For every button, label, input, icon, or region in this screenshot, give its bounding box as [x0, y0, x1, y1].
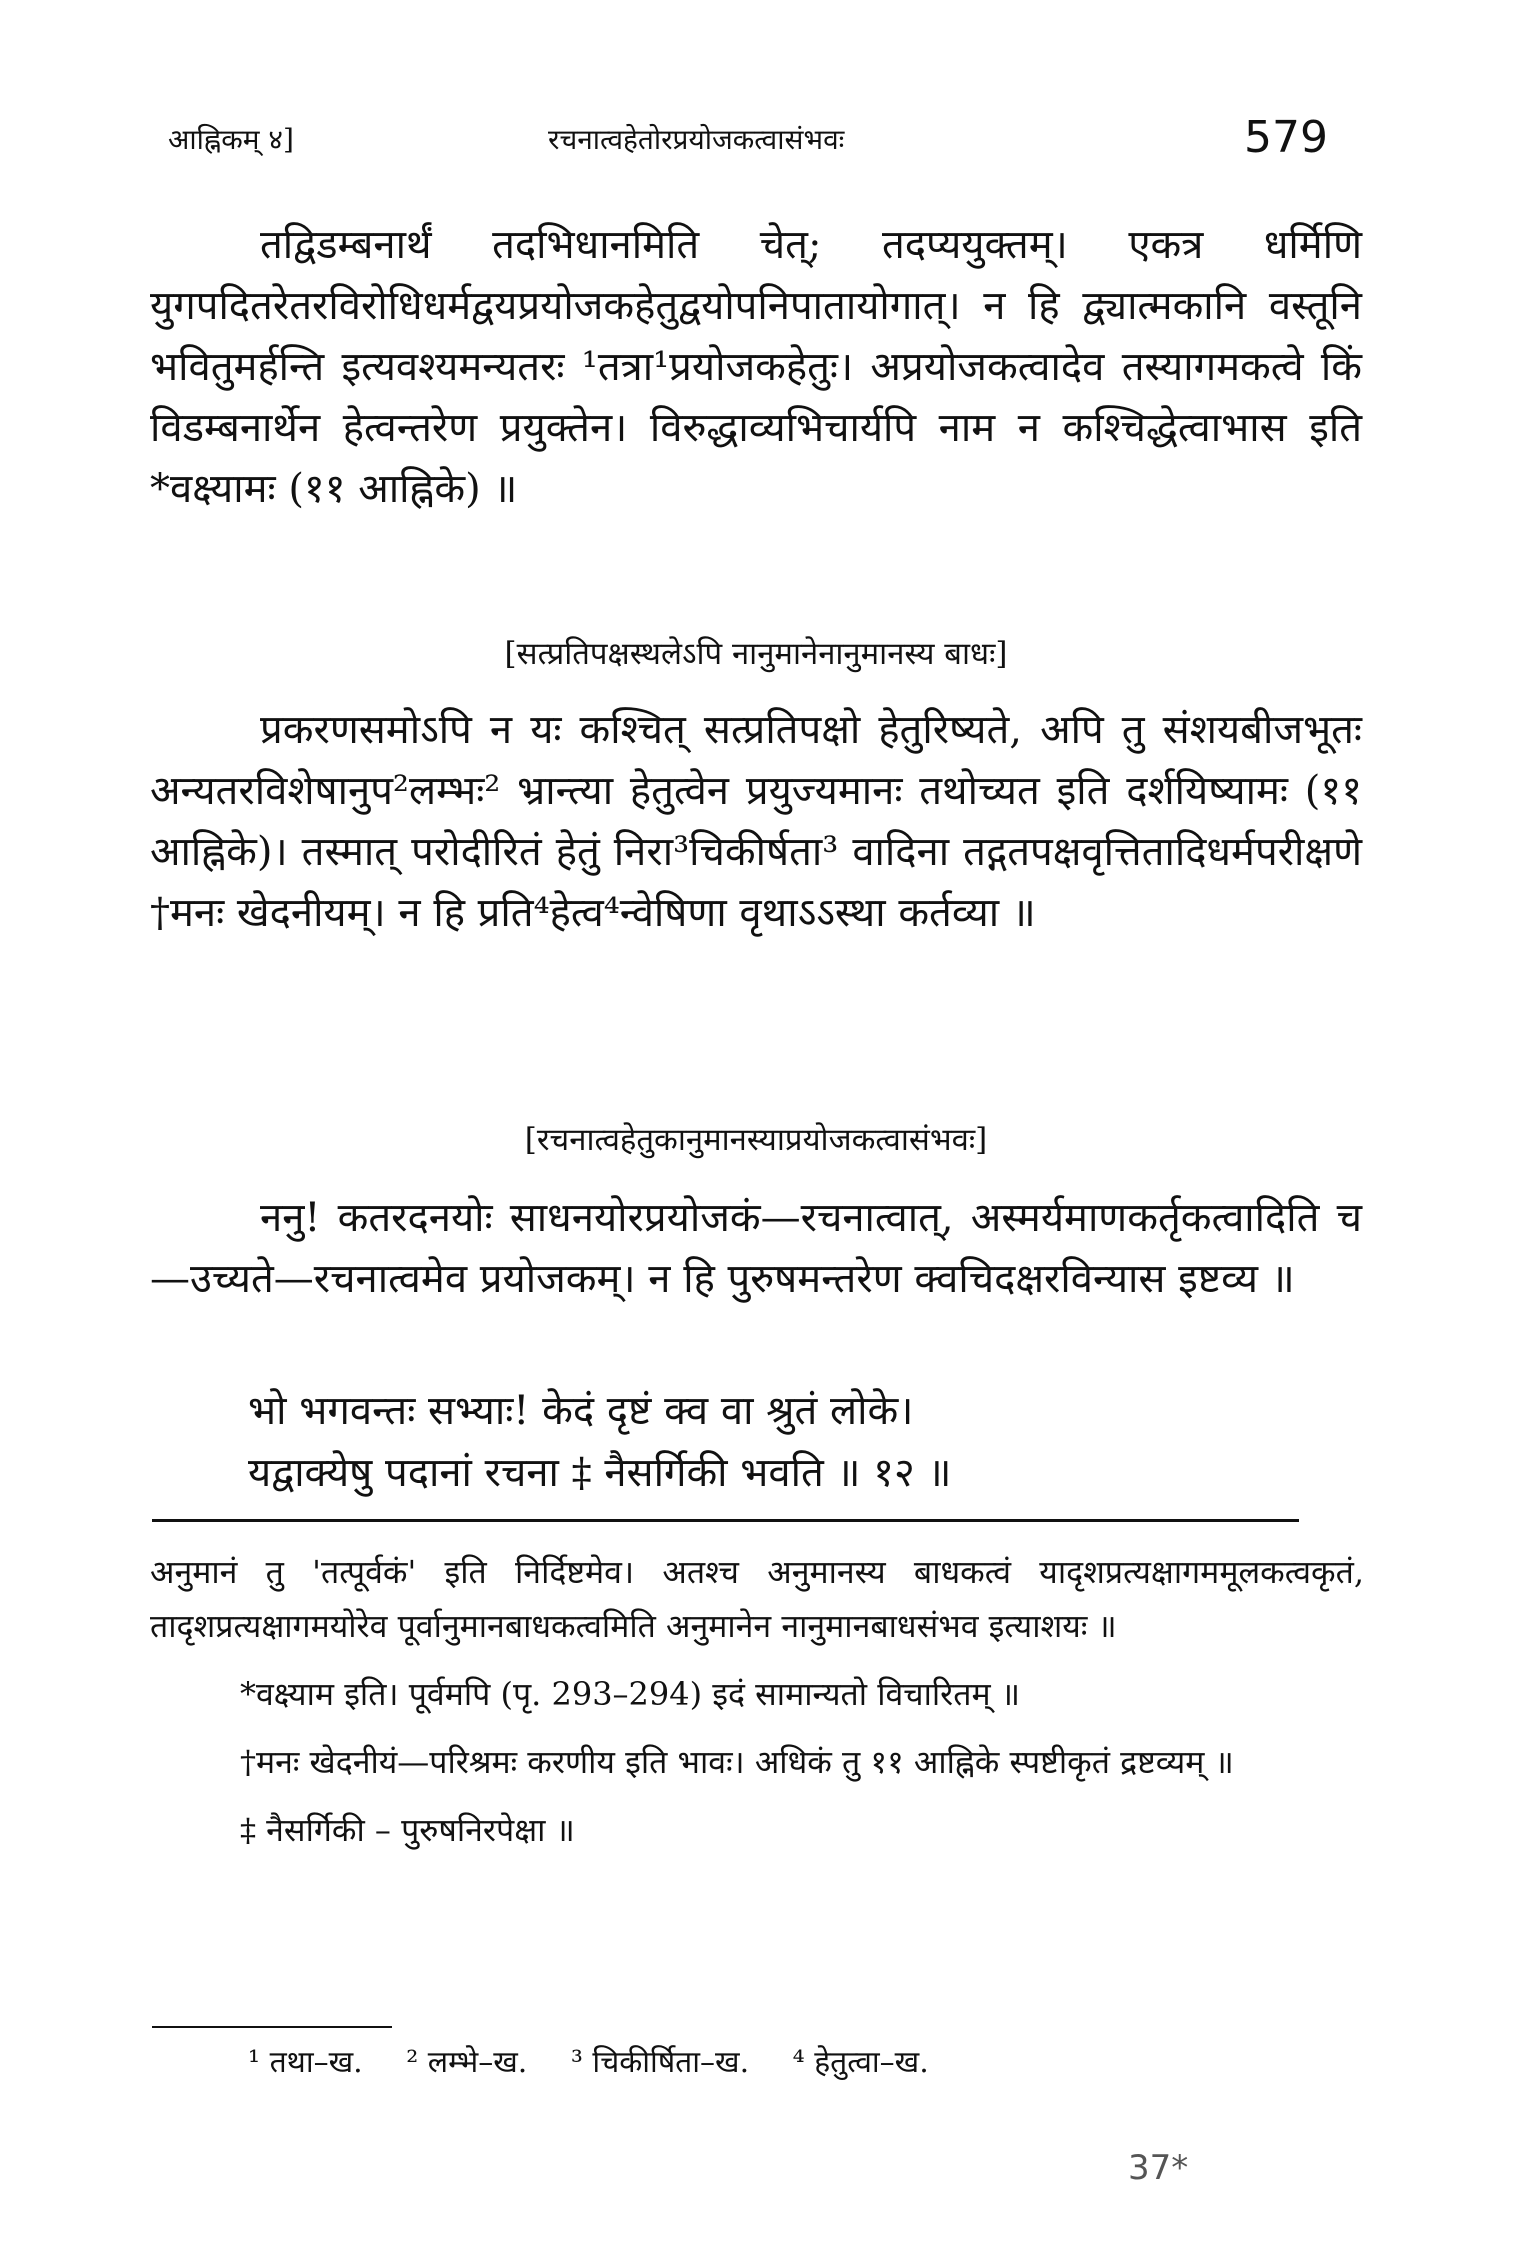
footnote-1: ¹ तथा–ख.	[248, 2045, 363, 2080]
commentary-divider	[152, 1519, 1299, 1522]
page-number: 579	[1244, 112, 1328, 163]
paragraph-2: प्रकरणसमोऽपि न यः कश्चित् सत्प्रतिपक्षो हेतुरिष्यते, अपि तु संशयबीजभूतः अन्यतरविशेषानुप²लम्भः² भ्रान्त्या हेतुत्वेन प्रयुज्यमानः तथोच्यत इति दर्शयिष्यामः (११ आह्निके)। तस्मात् परोदीरितं हेतुं निरा³चिकीर्षता³ वादिना तद्गतपक्षवृत्तितादिधर्मपरीक्षणे †मनः खेदनीयम्। न हि प्रति⁴हेत्व⁴न्वेषिणा वृथाऽऽस्था कर्तव्या ॥	[150, 707, 1362, 936]
variant-footnotes	[248, 2040, 963, 2081]
commentary-note-3: †मनः खेदनीयं—परिश्रमः करणीय इति भावः। अधिकं तु ११ आह्निके स्पष्टीकृतं द्रष्टव्यम् ॥	[240, 1743, 1234, 1781]
section-heading-2: [रचनात्वहेतुकानुमानस्याप्रयोजकत्वासंभवः]	[524, 1122, 988, 1158]
commentary-note-2: *वक्ष्याम इति। पूर्वमपि (पृ. 293–294) इदं सामान्यतो विचारितम् ॥	[240, 1675, 1020, 1713]
commentary-note-4: ‡ नैसर्गिकी – पुरुषनिरपेक्षा ॥	[240, 1811, 575, 1849]
footnote-4: ⁴ हेतुत्वा–ख.	[792, 2045, 929, 2080]
commentary-note-1: अनुमानं तु 'तत्पूर्वकं' इति निर्दिष्टमेव। अतश्च अनुमानस्य बाधकत्वं यादृशप्रत्यक्षागममूलकत्वकृतं, तादृशप्रत्यक्षागमयोरेव पूर्वानुमानबाधकत्वमिति अनुमानेन नानुमानबाधसंभव इत्याशयः ॥	[150, 1553, 1364, 1645]
footnote-divider	[152, 2026, 392, 2028]
footnote-3: ³ चिकीर्षिता–ख.	[570, 2045, 750, 2080]
verse-line-2: यद्वाक्येषु पदानां रचना ‡ नैसर्गिकी भवति ॥ १२ ॥	[248, 1450, 952, 1496]
verse-block	[248, 1380, 1364, 1504]
header-section-label: आह्निकम् ४]	[168, 123, 294, 156]
paragraph-1: तद्विडम्बनार्थं तदभिधानमिति चेत्; तदप्ययुक्तम्। एकत्र धर्मिणि युगपदितरेतरविरोधिधर्मद्वयप्रयोजकहेतुद्वयोपनिपातायोगात्। न हि द्व्यात्मकानि वस्तूनि भवितुमर्हन्ति इत्यवश्यमन्यतरः ¹तत्रा¹प्रयोजकहेतुः। अप्रयोजकत्वादेव तस्यागमकत्वे किं विडम्बनार्थेन हेत्वन्तरेण प्रयुक्तेन। विरुद्धाव्यभिचार्यपि नाम न कश्चिद्धेत्वाभास इति *वक्ष्यामः (११ आह्निके) ॥	[150, 222, 1362, 512]
signature-mark: 37*	[1128, 2148, 1189, 2188]
running-header	[168, 112, 1328, 172]
section-heading-1: [सत्प्रतिपक्षस्थलेऽपि नानुमानेनानुमानस्य बाधः]	[504, 636, 1008, 672]
header-title: रचनात्वहेतोरप्रयोजकत्वासंभवः	[548, 123, 845, 156]
commentary-notes	[150, 1545, 1364, 1871]
footnote-2: ² लम्भे–ख.	[406, 2045, 528, 2080]
verse-line-1: भो भगवन्तः सभ्याः! केदं दृष्टं क्व वा श्रुतं लोके।	[248, 1388, 914, 1434]
paragraph-3: ननु! कतरदनयोः साधनयोरप्रयोजकं—रचनात्वात्, अस्मर्यमाणकर्तृकत्वादिति च—उच्यते—रचनात्वमेव प्रयोजकम्। न हि पुरुषमन्तरेण क्वचिदक्षरविन्यास इष्टव्य ॥	[150, 1195, 1362, 1302]
